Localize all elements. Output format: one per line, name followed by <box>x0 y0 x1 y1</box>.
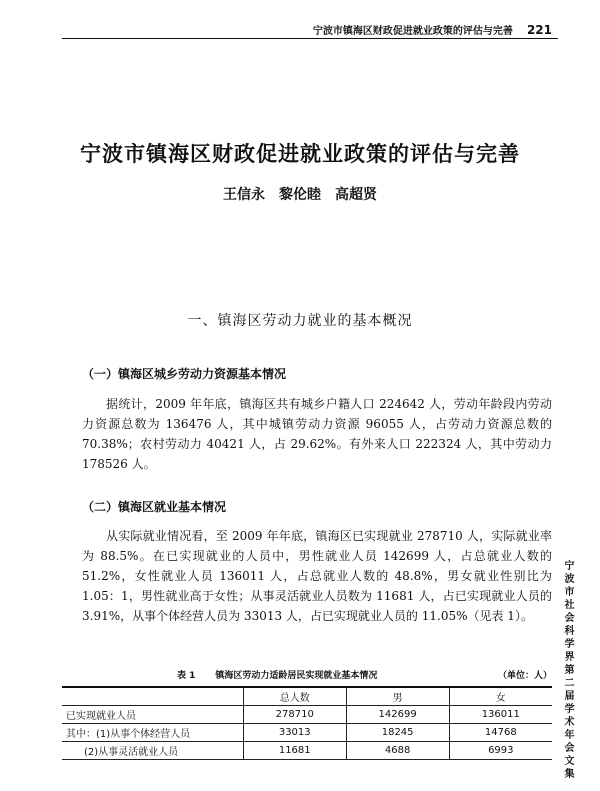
table-cell: 33013 <box>243 724 346 742</box>
subsection-heading-2: （二）镇海区就业基本情况 <box>82 500 227 514</box>
table-cell: 142699 <box>346 706 449 724</box>
table-cell: 6993 <box>449 742 552 760</box>
table-cell: (2)从事灵活就业人员 <box>62 742 243 760</box>
header-rule <box>62 38 558 39</box>
table-cell: 11681 <box>243 742 346 760</box>
table-header-cell <box>62 687 243 706</box>
table-row <box>62 724 552 742</box>
table-cell: 14768 <box>449 724 552 742</box>
running-title: 宁波市镇海区财政促进就业政策的评估与完善 <box>312 26 513 37</box>
table-header-cell: 女 <box>449 687 552 706</box>
table-row <box>62 706 552 724</box>
table-cell: 18245 <box>346 724 449 742</box>
page-number: 221 <box>526 23 552 37</box>
table-cell: 已实现就业人员 <box>62 706 243 724</box>
table-header-row <box>62 687 552 706</box>
section-title: 一、镇海区劳动力就业的基本概况 <box>187 313 413 329</box>
employment-table <box>62 686 552 760</box>
table-unit: （单位：人） <box>497 671 552 681</box>
running-header <box>313 22 552 37</box>
table-cell: 其中：(1)从事个体经营人员 <box>62 724 243 742</box>
authors: 王信永 黎伦睦 高超贤 <box>223 187 377 203</box>
table-row <box>62 742 552 760</box>
table-number: 表 1 <box>177 671 196 681</box>
table-title: 镇海区劳动力适龄居民实现就业基本情况 <box>215 671 378 681</box>
paragraph-2: 从实际就业情况看，至 2009 年年底，镇海区已实现就业 278710 人，实际就业率为 88.5%。在已实现就业的人员中，男性就业人员 142699 人，占总就业人数的 51.2%，女性就业人员 136011 人，占总就业人数的 48.8%，男女就业性别比为 1.05：1，男性就业高于女性；从事灵活就业人员数为 11681 人，占已实现就业人员的 3.91%，从事个体经营人员为 33013 人，占已实现就业人员的 11.05%（见表 1）。 <box>82 529 552 623</box>
subsection-heading-1: （一）镇海区城乡劳动力资源基本情况 <box>82 367 287 381</box>
table-cell: 4688 <box>346 742 449 760</box>
table-header-cell: 总人数 <box>243 687 346 706</box>
paragraph-1: 据统计，2009 年年底，镇海区共有城乡户籍人口 224642 人，劳动年龄段内劳动力资源总数为 136476 人，其中城镇劳动力资源 96055 人，占劳动力资源总数的 70.38%；农村劳动力 40421 人，占 29.62%。有外来人口 222324 人，其中劳动力 178526 人。 <box>82 397 552 471</box>
table-header-cell: 男 <box>346 687 449 706</box>
table-cell: 136011 <box>449 706 552 724</box>
table-caption <box>82 668 552 681</box>
side-margin-text: 宁波市社会科学界第二届学术年会文集 <box>562 560 573 781</box>
table-cell: 278710 <box>243 706 346 724</box>
article-title: 宁波市镇海区财政促进就业政策的评估与完善 <box>80 142 520 166</box>
